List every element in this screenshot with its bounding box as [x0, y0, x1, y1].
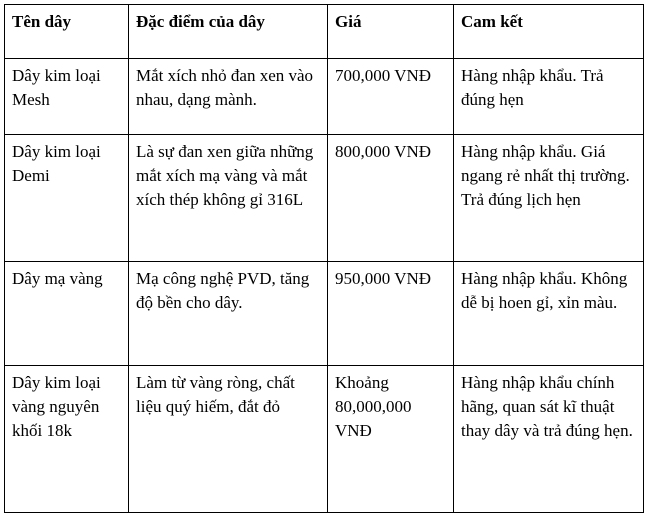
- watch-strap-table: [4, 4, 644, 513]
- strap-name-cell: Dây kim loại vàng nguyên khối 18k: [5, 366, 129, 513]
- table-row: [5, 366, 644, 513]
- price-cell: Khoảng 80,000,000 VNĐ: [328, 366, 454, 513]
- strap-feature-cell: Mạ công nghệ PVD, tăng độ bền cho dây.: [129, 262, 328, 366]
- table-row: [5, 262, 644, 366]
- strap-name-cell: Dây mạ vàng: [5, 262, 129, 366]
- commitment-cell: Hàng nhập khẩu. Trả đúng hẹn: [454, 59, 644, 135]
- strap-feature-cell: Là sự đan xen giữa những mắt xích mạ vàng và mắt xích thép không gỉ 316L: [129, 135, 328, 262]
- table-row: [5, 59, 644, 135]
- commitment-cell: Hàng nhập khẩu. Giá ngang rẻ nhất thị trường. Trả đúng lịch hẹn: [454, 135, 644, 262]
- strap-feature-cell: Mắt xích nhỏ đan xen vào nhau, dạng mành.: [129, 59, 328, 135]
- table-header-row: [5, 5, 644, 59]
- price-cell: 700,000 VNĐ: [328, 59, 454, 135]
- price-cell: 950,000 VNĐ: [328, 262, 454, 366]
- strap-feature-cell: Làm từ vàng ròng, chất liệu quý hiếm, đắt đỏ: [129, 366, 328, 513]
- header-strap-name: Tên dây: [5, 5, 129, 59]
- price-cell: 800,000 VNĐ: [328, 135, 454, 262]
- table-row: [5, 135, 644, 262]
- strap-name-cell: Dây kim loại Mesh: [5, 59, 129, 135]
- commitment-cell: Hàng nhập khẩu chính hãng, quan sát kĩ thuật thay dây và trả đúng hẹn.: [454, 366, 644, 513]
- strap-name-cell: Dây kim loại Demi: [5, 135, 129, 262]
- header-strap-feature: Đặc điểm của dây: [129, 5, 328, 59]
- header-commitment: Cam kết: [454, 5, 644, 59]
- commitment-cell: Hàng nhập khẩu. Không dễ bị hoen gỉ, xỉn màu.: [454, 262, 644, 366]
- header-price: Giá: [328, 5, 454, 59]
